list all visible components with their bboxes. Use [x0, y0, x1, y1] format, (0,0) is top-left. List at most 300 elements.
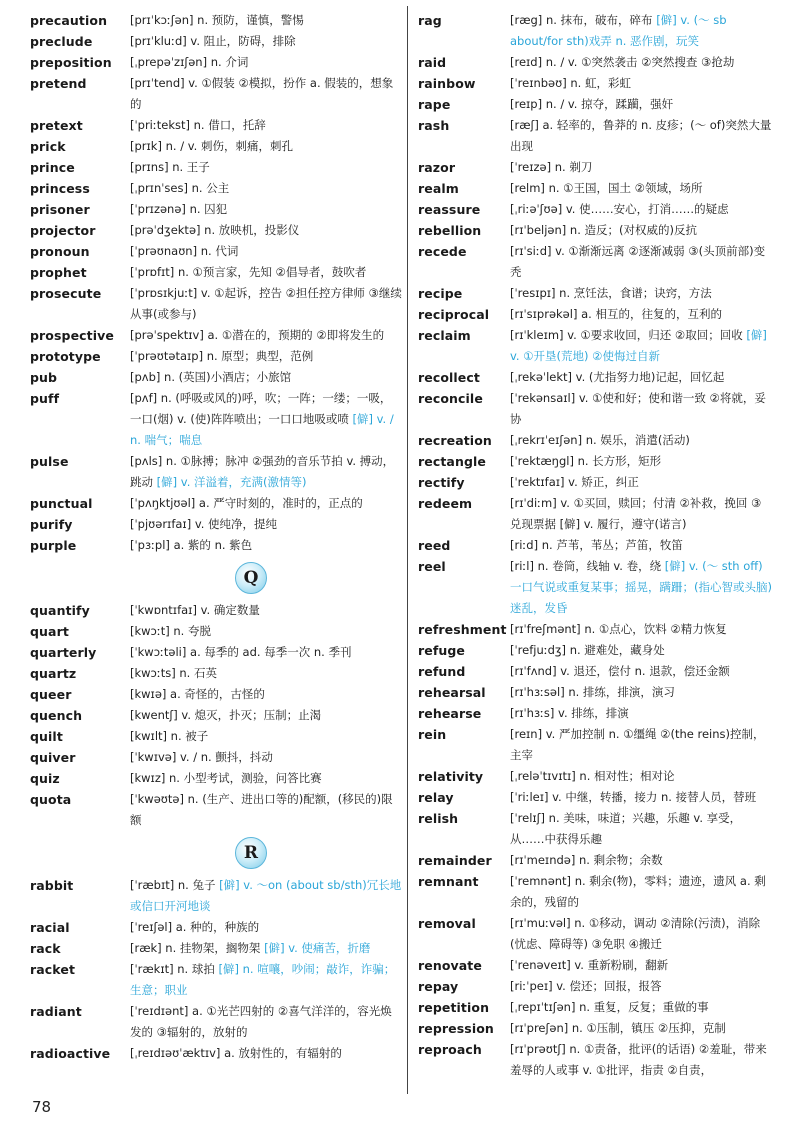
headword: reciprocal: [418, 307, 490, 322]
dictionary-entry: [418, 619, 772, 640]
definition: [510, 157, 772, 178]
headword: prospective: [30, 328, 114, 343]
headword: recreation: [418, 433, 492, 448]
definition-text: [prɪˈkluːd] v. 阻止，防碍，排除: [130, 34, 296, 48]
definition-text: [ˈresɪpɪ] n. 烹饪法，食谱；诀窍，方法: [510, 286, 712, 300]
section-r: [30, 833, 402, 873]
definition-text: [ˈprɪzənə] n. 囚犯: [130, 202, 228, 216]
definition-text: [ˈprəʊtətaɪp] n. 原型；典型，范例: [130, 349, 314, 363]
headword: preposition: [30, 55, 112, 70]
dictionary-entry: [418, 997, 772, 1018]
definition: [510, 493, 772, 535]
definition-text: [ˈkwəʊtə] n. (生产、进出口等的)配额，(移民的)限额: [130, 792, 393, 827]
dictionary-entry: [30, 642, 402, 663]
headword: redeem: [418, 496, 473, 511]
definition: [510, 94, 772, 115]
rare-sense-text: [僻] v. / n. 喘气；喘息: [130, 412, 394, 447]
dictionary-entry: [30, 600, 402, 621]
definition-text: [prɪk] n. / v. 刺伤，刺痛，刺孔: [130, 139, 293, 153]
definition-text: [relm] n. ①王国，国土 ②领域，场所: [510, 181, 703, 195]
definition: [510, 220, 772, 241]
definition: [130, 726, 402, 747]
dictionary-entry: [418, 724, 772, 766]
headword: rehearsal: [418, 685, 486, 700]
definition: [510, 430, 772, 451]
definition: [510, 325, 772, 367]
definition: [130, 73, 402, 115]
definition: [130, 663, 402, 684]
rare-sense-text: [僻] v. (～ sth off)一口气说或重复某事；摇晃，蹒跚；(指心智或头脑)迷乱，发昏: [510, 559, 772, 615]
definition-text: [kwentʃ] v. 熄灭，扑灭；压制；止渴: [130, 708, 322, 722]
headword: radiant: [30, 1004, 82, 1019]
headword: remnant: [418, 874, 479, 889]
definition-text: [rɪˈmeɪndə] n. 剩余物；余数: [510, 853, 663, 867]
dictionary-entry: [30, 52, 402, 73]
entries-r-left: [30, 875, 402, 1064]
dictionary-entry: [418, 913, 772, 955]
definition-text: [prəˈdʒektə] n. 放映机，投影仪: [130, 223, 300, 237]
section-q: [30, 558, 402, 598]
definition: [130, 31, 402, 52]
headword: puff: [30, 391, 60, 406]
headword: purify: [30, 517, 73, 532]
headword: rash: [418, 118, 450, 133]
definition: [130, 52, 402, 73]
definition: [510, 724, 772, 766]
definition-text: [ræg] n. 抹布，破布，碎布: [510, 13, 653, 27]
dictionary-entry: [418, 1039, 772, 1081]
definition: [510, 115, 772, 157]
definition: [130, 917, 402, 938]
definition-text: [pʌf] n. (呼吸或风的)呼，吹；一阵；一缕；一吸，一口(烟) v. (使)阵阵喷出；一口口地吸或喷: [130, 391, 392, 426]
definition-text: [rɪˈsiːd] v. ①渐渐远离 ②逐渐减弱 ③(头顶前部)变秃: [510, 244, 766, 279]
definition-text: [rɪˈsɪprəkəl] a. 相互的，往复的，互利的: [510, 307, 722, 321]
dictionary-entry: [30, 241, 402, 262]
headword: refuge: [418, 643, 466, 658]
dictionary-entry: [30, 115, 402, 136]
dictionary-entry: [30, 367, 402, 388]
headword: radioactive: [30, 1046, 111, 1061]
dictionary-entry: [418, 73, 772, 94]
dictionary-entry: [30, 684, 402, 705]
headword: reconcile: [418, 391, 483, 406]
dictionary-entry: [30, 178, 402, 199]
entries-q: [30, 600, 402, 831]
headword: prick: [30, 139, 66, 154]
rare-sense-text: [僻] v. 洋溢着，充满(激情等): [156, 475, 307, 489]
rare-sense-text: [僻] n. 喧嚷，吵闹；敲诈，诈骗；生意；职业: [130, 962, 396, 997]
definition-text: [rɪˈbeljən] n. 造反；(对权威的)反抗: [510, 223, 697, 237]
dictionary-entry: [30, 346, 402, 367]
headword: prosecute: [30, 286, 102, 301]
definition-text: [ˈreɪʃəl] a. 种的，种族的: [130, 920, 260, 934]
page-number: 78: [32, 1098, 52, 1116]
dictionary-entry: [30, 136, 402, 157]
dictionary-entry: [30, 726, 402, 747]
dictionary-entry: [418, 1018, 772, 1039]
headword: prisoner: [30, 202, 90, 217]
definition-text: [ˈkwɒntɪfaɪ] v. 确定数量: [130, 603, 260, 617]
definition-text: [prɪns] n. 王子: [130, 160, 210, 174]
definition-text: [rɪˈpreʃən] n. ①压制，镇压 ②压抑，克制: [510, 1021, 726, 1035]
headword: pretext: [30, 118, 83, 133]
definition: [130, 768, 402, 789]
headword: reproach: [418, 1042, 482, 1057]
definition-text: [rɪˈfʌnd] v. 退还，偿付 n. 退款，偿还金额: [510, 664, 730, 678]
definition: [130, 346, 402, 367]
definition: [510, 871, 772, 913]
entries-p: [30, 10, 402, 556]
headword: pulse: [30, 454, 69, 469]
definition: [130, 875, 402, 917]
dictionary-entry: [30, 917, 402, 938]
definition-text: [kwɪlt] n. 被子: [130, 729, 209, 743]
definition: [510, 556, 772, 619]
dictionary-entry: [418, 283, 772, 304]
definition-text: [ˈrektɪfaɪ] v. 矫正，纠正: [510, 475, 639, 489]
dictionary-entry: [418, 157, 772, 178]
definition: [130, 705, 402, 726]
definition: [510, 52, 772, 73]
dictionary-entry: [30, 535, 402, 556]
definition-text: [rɪˈhɜːs] v. 排练，排演: [510, 706, 629, 720]
dictionary-entry: [418, 52, 772, 73]
dictionary-entry: [418, 325, 772, 367]
definition: [510, 1039, 772, 1081]
definition-text: [ˈpʌŋktjʊəl] a. 严守时刻的，准时的，正点的: [130, 496, 363, 510]
definition-text: [ˌrekəˈlekt] v. (尤指努力地)记起，回忆起: [510, 370, 725, 384]
headword: princess: [30, 181, 90, 196]
headword: pretend: [30, 76, 87, 91]
headword: quilt: [30, 729, 63, 744]
dictionary-entry: [418, 472, 772, 493]
dictionary-entry: [30, 1001, 402, 1043]
definition-text: [ˈræbɪt] n. 兔子: [130, 878, 216, 892]
dictionary-entry: [418, 640, 772, 661]
headword: rectify: [418, 475, 465, 490]
definition-text: [ˌprepəˈzɪʃən] n. 介词: [130, 55, 249, 69]
headword: racial: [30, 920, 70, 935]
dictionary-entry: [418, 430, 772, 451]
dictionary-entry: [418, 220, 772, 241]
headword: quart: [30, 624, 69, 639]
headword: punctual: [30, 496, 93, 511]
definition: [510, 283, 772, 304]
dictionary-entry: [30, 388, 402, 451]
definition: [130, 514, 402, 535]
dictionary-entry: [418, 661, 772, 682]
dictionary-entry: [30, 768, 402, 789]
definition: [130, 642, 402, 663]
dictionary-entry: [418, 766, 772, 787]
definition-text: [kwɪz] n. 小型考试，测验，问答比赛: [130, 771, 322, 785]
definition-text: [ˈriːleɪ] v. 中继，转播，接力 n. 接替人员，替班: [510, 790, 757, 804]
entries-r-right: [418, 10, 772, 1081]
headword: reassure: [418, 202, 481, 217]
definition-text: [kwɔːt] n. 夸脱: [130, 624, 211, 638]
headword: queer: [30, 687, 72, 702]
dictionary-entry: [30, 514, 402, 535]
dictionary-entry: [418, 976, 772, 997]
definition: [510, 73, 772, 94]
definition: [130, 621, 402, 642]
definition-text: [ˈkwɪvə] v. / n. 颤抖，抖动: [130, 750, 273, 764]
headword: quartz: [30, 666, 77, 681]
headword: quarterly: [30, 645, 97, 660]
dictionary-entry: [418, 94, 772, 115]
dictionary-entry: [30, 283, 402, 325]
dictionary-entry: [30, 493, 402, 514]
definition-text: [ˈrektæŋgl] n. 长方形，矩形: [510, 454, 662, 468]
headword: quiver: [30, 750, 76, 765]
definition: [510, 304, 772, 325]
definition: [130, 388, 402, 451]
headword: rectangle: [418, 454, 486, 469]
dictionary-entry: [30, 747, 402, 768]
definition-text: [ˌreɪdɪəʊˈæktɪv] a. 放射性的，有辐射的: [130, 1046, 342, 1060]
rare-sense-text: [僻] v. ①开垦(荒地) ②使悔过自新: [510, 328, 767, 363]
definition-text: [ˌreləˈtɪvɪtɪ] n. 相对性；相对论: [510, 769, 675, 783]
headword: reed: [418, 538, 451, 553]
dictionary-entry: [30, 789, 402, 831]
dictionary-entry: [418, 682, 772, 703]
headword: purple: [30, 538, 77, 553]
headword: rape: [418, 97, 451, 112]
headword: pub: [30, 370, 58, 385]
definition: [510, 367, 772, 388]
definition: [130, 959, 402, 1001]
definition-text: [ˈpriːtekst] n. 借口，托辞: [130, 118, 266, 132]
definition: [130, 115, 402, 136]
headword: refreshment: [418, 622, 507, 637]
definition-text: [reɪn] v. 严加控制 n. ①缰绳 ②(the reins)控制，主宰: [510, 727, 765, 762]
definition: [130, 451, 402, 493]
definition-text: [ˌrepɪˈtɪʃən] n. 重复，反复；重做的事: [510, 1000, 709, 1014]
definition: [130, 199, 402, 220]
definition-text: [ræk] n. 挂物架，搁物架: [130, 941, 261, 955]
dictionary-entry: [418, 787, 772, 808]
definition-text: [pʌls] n. ①脉搏；脉冲 ②强劲的音乐节拍 v. 搏动，跳动: [130, 454, 395, 489]
letter-badge-r: R: [235, 837, 267, 869]
headword: recipe: [418, 286, 463, 301]
definition-text: [ˌriːəˈʃʊə] v. 使……安心，打消……的疑虑: [510, 202, 729, 216]
definition-text: [rɪˈprəʊtʃ] n. ①责备，批评(的话语) ②羞耻，带来羞辱的人或事 v. ①批评，指责 ②自责，: [510, 1042, 767, 1077]
definition: [130, 938, 402, 959]
dictionary-entry: [418, 178, 772, 199]
headword: relativity: [418, 769, 484, 784]
letter-badge-q: Q: [235, 562, 267, 594]
definition-text: [rɪˈmuːvəl] n. ①移动，调动 ②清除(污渍)，消除(忧虑、障碍等) ③免职 ④搬迁: [510, 916, 761, 951]
headword: pronoun: [30, 244, 90, 259]
dictionary-entry: [30, 10, 402, 31]
dictionary-entry: [418, 850, 772, 871]
headword: razor: [418, 160, 456, 175]
definition: [510, 787, 772, 808]
definition: [510, 703, 772, 724]
headword: rein: [418, 727, 447, 742]
headword: quiz: [30, 771, 60, 786]
definition-text: [ˈrefjuːdʒ] n. 避难处，藏身处: [510, 643, 665, 657]
definition-text: [pʌb] n. (英国)小酒店；小旅馆: [130, 370, 292, 384]
definition: [510, 619, 772, 640]
dictionary-entry: [30, 262, 402, 283]
definition-text: [ˈprɒsɪkjuːt] v. ①起诉，控告 ②担任控方律师 ③继续从事(或参与): [130, 286, 402, 321]
definition-text: [kwɪə] a. 奇怪的，古怪的: [130, 687, 265, 701]
definition-text: [rɪˈkleɪm] v. ①要求收回，归还 ②取回；回收: [510, 328, 743, 342]
headword: relish: [418, 811, 459, 826]
dictionary-entry: [418, 115, 772, 157]
dictionary-entry: [30, 451, 402, 493]
definition: [510, 388, 772, 430]
dictionary-entry: [30, 220, 402, 241]
headword: repay: [418, 979, 459, 994]
definition-text: [ˈrelɪʃ] n. 美味，味道；兴趣，乐趣 v. 享受，从……中获得乐趣: [510, 811, 742, 846]
headword: prince: [30, 160, 75, 175]
rare-sense-text: [僻] v. (～ sb about/for sth)戏弄 n. 恶作剧，玩笑: [510, 13, 727, 48]
left-column: [30, 10, 402, 1064]
definition-text: [riːˈpeɪ] v. 偿还；回报，报答: [510, 979, 662, 993]
headword: rag: [418, 13, 442, 28]
dictionary-entry: [30, 31, 402, 52]
definition-text: [ˈremnənt] n. 剩余(物)，零料；遗迹，遗风 a. 剩余的，残留的: [510, 874, 766, 909]
definition: [510, 997, 772, 1018]
definition: [130, 10, 402, 31]
dictionary-entry: [418, 808, 772, 850]
definition-text: [ˌrekrɪˈeɪʃən] n. 娱乐，消遣(活动): [510, 433, 690, 447]
headword: recede: [418, 244, 467, 259]
headword: rehearse: [418, 706, 482, 721]
definition: [510, 451, 772, 472]
definition: [510, 178, 772, 199]
definition: [510, 913, 772, 955]
definition: [130, 493, 402, 514]
definition: [130, 747, 402, 768]
definition: [130, 789, 402, 831]
dictionary-entry: [30, 621, 402, 642]
headword: reel: [418, 559, 446, 574]
definition-text: [ˈpjʊərɪfaɪ] v. 使纯净，提纯: [130, 517, 278, 531]
definition: [130, 367, 402, 388]
definition: [130, 136, 402, 157]
definition: [130, 325, 402, 346]
dictionary-entry: [418, 10, 772, 52]
dictionary-entry: [30, 199, 402, 220]
dictionary-entry: [30, 959, 402, 1001]
definition-text: [ˈrenəveɪt] v. 重新粉刷，翻新: [510, 958, 669, 972]
definition: [510, 1018, 772, 1039]
headword: racket: [30, 962, 76, 977]
definition-text: [ˈreɪzə] n. 剃刀: [510, 160, 593, 174]
headword: raid: [418, 55, 447, 70]
dictionary-entry: [418, 367, 772, 388]
definition-text: [rɪˈfreʃmənt] n. ①点心，饮料 ②精力恢复: [510, 622, 727, 636]
definition: [510, 766, 772, 787]
definition: [510, 472, 772, 493]
definition-text: [kwɔːts] n. 石英: [130, 666, 217, 680]
definition: [130, 1043, 402, 1064]
dictionary-entry: [418, 703, 772, 724]
dictionary-entry: [30, 875, 402, 917]
headword: relay: [418, 790, 454, 805]
definition-text: [ˈprɒfɪt] n. ①预言家，先知 ②倡导者，鼓吹者: [130, 265, 367, 279]
definition: [510, 682, 772, 703]
definition: [510, 661, 772, 682]
definition: [130, 535, 402, 556]
definition-text: [prəˈspektɪv] a. ①潜在的，预期的 ②即将发生的: [130, 328, 385, 342]
headword: preclude: [30, 34, 93, 49]
definition-text: [prɪˈtend] v. ①假装 ②模拟，扮作 a. 假装的，想象的: [130, 76, 394, 111]
column-divider: [407, 6, 408, 1094]
definition: [510, 199, 772, 220]
headword: prophet: [30, 265, 87, 280]
headword: precaution: [30, 13, 108, 28]
definition: [130, 241, 402, 262]
definition-text: [ˈkwɔːtəli] a. 每季的 ad. 每季一次 n. 季刊: [130, 645, 352, 659]
definition: [510, 808, 772, 850]
headword: removal: [418, 916, 476, 931]
dictionary-entry: [30, 73, 402, 115]
definition-text: [ˌprɪnˈses] n. 公主: [130, 181, 230, 195]
headword: realm: [418, 181, 459, 196]
definition: [510, 241, 772, 283]
headword: quench: [30, 708, 83, 723]
definition-text: [reɪd] n. / v. ①突然袭击 ②突然搜查 ③抢劫: [510, 55, 735, 69]
definition-text: [riːd] n. 芦苇，苇丛；芦笛，牧笛: [510, 538, 683, 552]
dictionary-entry: [30, 325, 402, 346]
dictionary-entry: [418, 556, 772, 619]
headword: repression: [418, 1021, 494, 1036]
definition: [130, 600, 402, 621]
headword: refund: [418, 664, 466, 679]
definition: [510, 10, 772, 52]
headword: recollect: [418, 370, 480, 385]
dictionary-entry: [418, 304, 772, 325]
headword: repetition: [418, 1000, 490, 1015]
headword: rack: [30, 941, 61, 956]
definition-text: [ræʃ] a. 轻率的，鲁莽的 n. 皮疹；(～ of)突然大量出现: [510, 118, 772, 153]
headword: quota: [30, 792, 72, 807]
dictionary-entry: [418, 199, 772, 220]
dictionary-entry: [30, 938, 402, 959]
dictionary-entry: [418, 241, 772, 283]
definition-text: [prɪˈkɔːʃən] n. 预防，谨慎，警惕: [130, 13, 304, 27]
dictionary-entry: [30, 663, 402, 684]
definition-text: [ˈprəʊnaʊn] n. 代词: [130, 244, 239, 258]
definition: [130, 283, 402, 325]
definition: [130, 220, 402, 241]
definition: [510, 955, 772, 976]
right-column: [418, 10, 772, 1081]
dictionary-entry: [30, 1043, 402, 1064]
headword: projector: [30, 223, 96, 238]
headword: rabbit: [30, 878, 74, 893]
definition: [510, 640, 772, 661]
definition-text: [rɪˈdiːm] v. ①买回，赎回；付清 ②补救，挽回 ③兑现票据 [僻] v. 履行，遵守(诺言): [510, 496, 762, 531]
dictionary-entry: [418, 388, 772, 430]
definition: [130, 178, 402, 199]
headword: prototype: [30, 349, 101, 364]
definition: [130, 262, 402, 283]
definition: [130, 157, 402, 178]
definition: [510, 976, 772, 997]
headword: renovate: [418, 958, 482, 973]
definition-text: [reɪp] n. / v. 掠夺，蹂躏，强奸: [510, 97, 674, 111]
definition-text: [rɪˈhɜːsəl] n. 排练，排演，演习: [510, 685, 675, 699]
definition-text: [ˈreɪnbəʊ] n. 虹，彩虹: [510, 76, 631, 90]
definition-text: [ˈrækɪt] n. 球拍: [130, 962, 215, 976]
dictionary-entry: [30, 157, 402, 178]
definition: [130, 1001, 402, 1043]
